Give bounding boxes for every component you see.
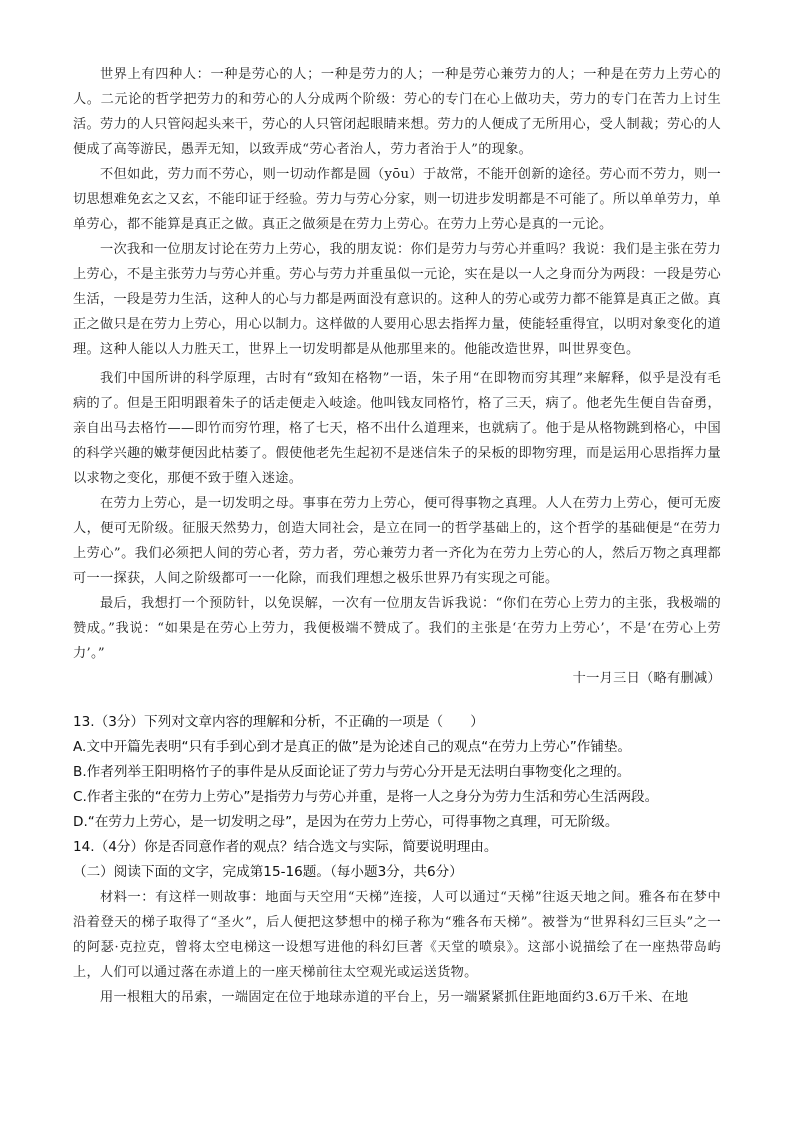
- material-1-paragraph: 材料一：有这样一则故事：地面与天空用“天梯”连接，人可以通过“天梯”往返天地之间。雅各布在梦中沿着登天的梯子取得了“圣火”，后人便把这梦想中的梯子称为“雅各布天梯”。被誉为“世界科幻三巨头”之一的阿瑟·克拉克，曾将太空电梯这一设想写进他的科幻巨著《天堂的喷泉》。这部小说描绘了在一座热带岛屿上，人们可以通过落在赤道上的一座天梯前往太空观光或运送货物。: [73, 890, 721, 980]
- question-13-option-c: C.作者主张的“在劳力上劳心”是指劳力与劳心并重，是将一人之身分为劳力生活和劳心生活两段。: [73, 789, 659, 805]
- section-2-heading: （二）阅读下面的文字，完成第15-16题。（每小题3分，共6分）: [73, 864, 463, 880]
- question-13-option-a: A.文中开篇先表明“只有手到心到才是真正的做”是为论述自己的观点“在劳力上劳心”作铺垫。: [73, 739, 632, 755]
- article-paragraph-2: 不但如此，劳力而不劳心，则一切动作都是圆（yōu）于故常，不能开创新的途径。劳心而不劳力，则一切思想难免玄之又玄，不能印证于经验。劳力与劳心分家，则一切进步发明都是不可能了。所以单单劳力，单单劳心，都不能算是真正之做。真正之做须是在劳力上劳心。在劳力上劳心是真的一元论。: [73, 167, 721, 232]
- question-13-stem: 13.（3分）下列对文章内容的理解和分析，不正确的一项是（ ）: [73, 714, 484, 730]
- question-13-option-d: D.“在劳力上劳心，是一切发明之母”，是因为在劳力上劳心，可得事物之真理，可无阶级。: [73, 814, 619, 830]
- article-date-line: 十一月三日（略有删减）: [572, 671, 721, 686]
- question-13-option-b: B.作者列举王阳明格竹子的事件是从反面论证了劳力与劳心分开是无法明白事物变化之理的。: [73, 764, 631, 780]
- article-body: [73, 62, 721, 691]
- material-1-continuation: 用一根粗大的吊索，一端固定在位于地球赤道的平台上，另一端紧紧抓住距地面约3.6万千米、在地: [100, 990, 689, 1005]
- article-paragraph-3: 一次我和一位朋友讨论在劳力上劳心，我的朋友说：你们是劳力与劳心并重吗？我说：我们是主张在劳力上劳心，不是主张劳力与劳心并重。劳心与劳力并重虽似一元论，实在是以一人之身而分为两段：一段是劳心生活，一段是劳力生活，这种人的心与力都是两面没有意识的。这种人的劳心或劳力都不能算是真正之做。真正之做只是在劳力上劳心，用心以制力。这样做的人要用心思去指挥力量，使能轻重得宜，以明对象变化的道理。这种人能以人力胜天工，世界上一切发明都是从他那里来的。他能改造世界，叫世界变色。: [73, 242, 721, 357]
- article-paragraph-5: 在劳力上劳心，是一切发明之母。事事在劳力上劳心，便可得事物之真理。人人在劳力上劳心，便可无废人，便可无阶级。征服天然势力，创造大同社会，是立在同一的哲学基础上的，这个哲学的基础便是“在劳力上劳心”。我们必须把人间的劳心者，劳力者，劳心兼劳力者一齐化为在劳力上劳心的人，然后万物之真理都可一一探获，人间之阶级都可一一化除，而我们理想之极乐世界乃有实现之可能。: [73, 496, 721, 586]
- article-paragraph-6: 最后，我想打一个预防针，以免误解，一次有一位朋友告诉我说：“你们在劳心上劳力的主张，我极端的赞成。”我说：“如果是在劳心上劳力，我便极端不赞成了。我们的主张是‘在劳力上劳心’，不是‘在劳心上劳力’。”: [73, 596, 721, 661]
- article-paragraph-1: 世界上有四种人：一种是劳心的人；一种是劳力的人；一种是劳心兼劳力的人；一种是在劳力上劳心的人。二元论的哲学把劳力的和劳心的人分成两个阶级：劳心的专门在心上做功夫，劳力的专门在苦力上讨生活。劳力的人只管闷起头来干，劳心的人只管闭起眼睛来想。劳力的人便成了无所用心，受人制裁；劳心的人便成了高等游民，愚弄无知，以致弄成“劳心者治人，劳力者治于人”的现象。: [73, 67, 721, 157]
- article-paragraph-4: 我们中国所讲的科学原理，古时有“致知在格物”一语，朱子用“在即物而穷其理”来解释，似乎是没有毛病的了。但是王阳明跟着朱子的话走便走入岐途。他叫钱友同格竹，格了三天，病了。他老先生便自告奋勇，亲自出马去格竹——即竹而穷竹理，格了七天，格不出什么道理来，也就病了。他于是从格物跳到格心，中国的科学兴趣的嫩芽便因此枯萎了。假使他老先生起初不是迷信朱子的呆板的即物穷理，而是运用心思指挥力量以求物之变化，那便不致于堕入迷途。: [73, 371, 721, 486]
- question-14: 14.（4分）你是否同意作者的观点？结合选文与实际，简要说明理由。: [73, 839, 498, 855]
- questions-block: [73, 710, 721, 1010]
